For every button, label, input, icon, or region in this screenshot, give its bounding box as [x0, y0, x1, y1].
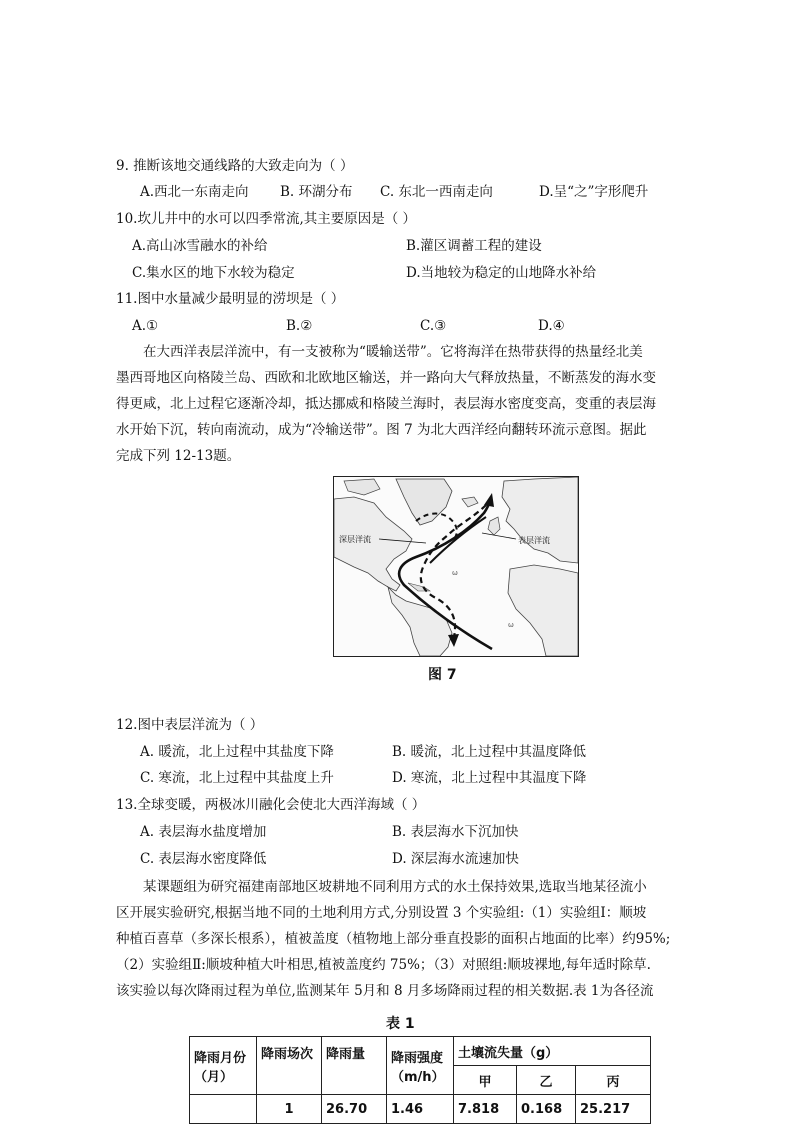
header-month-unit: （月）	[194, 1069, 234, 1085]
cell-jia: 7.818	[454, 1095, 517, 1124]
header-month: 降雨月份	[194, 1050, 247, 1066]
table-header-row-1	[190, 1037, 651, 1066]
passage1-line-4: 水开始下沉，转向南流动，成为“冷输送带”。图 7 为北大西洋经向翻转环流示意图。据此	[116, 422, 647, 438]
header-amount: 降雨量	[322, 1037, 387, 1095]
q12-option-c: C. 寒流，北上过程中其盐度上升	[140, 770, 334, 786]
header-month-cell	[190, 1037, 257, 1095]
passage1-line-2: 墨西哥地区向格陵兰岛、西欧和北欧地区输送，并一路向大气释放热量，不断蒸发的海水变	[116, 370, 656, 386]
label-surface-current: 表层洋流	[518, 536, 550, 545]
ocean-mark-2: ω	[508, 621, 514, 629]
iceland-shape	[462, 497, 478, 507]
q11-option-c: C.③	[420, 318, 447, 334]
passage-soil-experiment	[116, 874, 696, 1004]
q11-option-b: B.②	[286, 318, 313, 334]
table-1	[189, 1036, 651, 1124]
header-intensity: 降雨强度	[391, 1050, 444, 1066]
q9-option-d: D.呈“之”字形爬升	[539, 184, 649, 200]
header-yi: 乙	[517, 1066, 576, 1095]
q11-stem: 11.图中水量减少最明显的涝坝是（ ）	[116, 291, 345, 307]
passage2-line-5: 该实验以每次降雨过程为单位,监测某年 5月和 8 月多场降雨过程的相关数据.表 1为各径流	[116, 983, 654, 999]
british-isles-shape	[488, 517, 500, 535]
header-intensity-unit: （m/h）	[391, 1069, 445, 1085]
label-deep-current: 深层洋流	[339, 535, 371, 544]
table-row	[190, 1095, 651, 1124]
q12-option-b: B. 暖流，北上过程中其温度降低	[392, 744, 587, 760]
header-bing: 丙	[576, 1066, 651, 1095]
header-soil-loss: 土壤流失量（g）	[454, 1037, 651, 1066]
header-jia: 甲	[454, 1066, 517, 1095]
cell-bing: 25.217	[576, 1095, 651, 1124]
greenland-shape	[396, 479, 452, 525]
surface-current-branch	[430, 517, 486, 563]
passage-warm-conveyor	[116, 339, 676, 469]
passage2-line-3: 种植百喜草（多深长根系），植被盖度（植物地上部分垂直投影的面积占地面的比率）约95%;	[116, 931, 671, 947]
q9-option-b: B. 环湖分布	[280, 184, 353, 200]
header-event: 降雨场次	[257, 1037, 322, 1095]
passage2-line-1: 某课题组为研究福建南部地区坡耕地不同利用方式的水土保持效果,选取当地某径流小	[143, 879, 647, 895]
atlantic-map-svg	[334, 477, 578, 656]
q13-option-a: A. 表层海水盐度增加	[140, 824, 267, 840]
q10-stem: 10.坎儿井中的水可以四季常流,其主要原因是（ ）	[116, 211, 417, 227]
q9-stem: 9. 推断该地交通线路的大致走向为（ ）	[116, 158, 354, 174]
header-intensity-cell	[387, 1037, 454, 1095]
q13-stem: 13.全球变暖，两极冰川融化会使北大西洋海域（ ）	[116, 797, 426, 813]
q11-option-d: D.④	[538, 318, 565, 334]
surface-current-leader	[482, 533, 516, 539]
africa-shape	[508, 565, 578, 656]
passage1-line-5: 完成下列 12-13题。	[116, 448, 241, 464]
q13-option-b: B. 表层海水下沉加快	[392, 824, 519, 840]
q9-option-c: C. 东北一西南走向	[380, 184, 493, 200]
arctic-islands-shape	[344, 479, 380, 495]
cell-event: 1	[257, 1095, 322, 1124]
q10-option-c: C.集水区的地下水较为稳定	[132, 265, 295, 281]
q10-option-b: B.灌区调蓄工程的建设	[406, 238, 542, 254]
table-1-caption: 表 1	[386, 1016, 415, 1032]
europe-shape	[502, 477, 578, 563]
q12-stem: 12.图中表层洋流为（ ）	[116, 717, 264, 733]
q11-option-a: A.①	[132, 318, 159, 334]
ocean-mark-1: ω	[452, 569, 458, 577]
q10-option-d: D.当地较为稳定的山地降水补给	[406, 265, 597, 281]
q12-option-a: A. 暖流，北上过程中其盐度下降	[140, 744, 334, 760]
passage1-line-3: 得更咸，北上过程它逐渐冷却，抵达挪威和格陵兰海时，表层海水密度变高，变重的表层海	[116, 396, 656, 412]
q12-option-d: D. 寒流，北上过程中其温度下降	[392, 770, 587, 786]
q9-option-a: A.西北一东南走向	[140, 184, 249, 200]
q13-option-d: D. 深层海水流速加快	[392, 851, 519, 867]
cell-intensity: 1.46	[387, 1095, 454, 1124]
passage2-line-4: （2）实验组Ⅱ:顺坡种植大叶相思,植被盖度约 75%；（3）对照组:顺坡裸地,每年适时除草.	[116, 957, 651, 973]
passage2-line-2: 区开展实验研究,根据当地不同的土地利用方式,分别设置 3 个实验组:（1）实验组Ⅰ：顺坡	[116, 905, 647, 921]
cell-amount: 26.70	[322, 1095, 387, 1124]
figure-7-caption: 图 7	[428, 667, 457, 683]
q10-option-a: A.高山冰雪融水的补给	[132, 238, 268, 254]
passage1-line-1: 在大西洋表层洋流中，有一支被称为“暖输送带”。它将海洋在热带获得的热量经北美	[143, 344, 643, 360]
q13-option-c: C. 表层海水密度降低	[140, 851, 267, 867]
cell-month	[190, 1095, 257, 1124]
figure-7-map	[333, 476, 579, 657]
cell-yi: 0.168	[517, 1095, 576, 1124]
